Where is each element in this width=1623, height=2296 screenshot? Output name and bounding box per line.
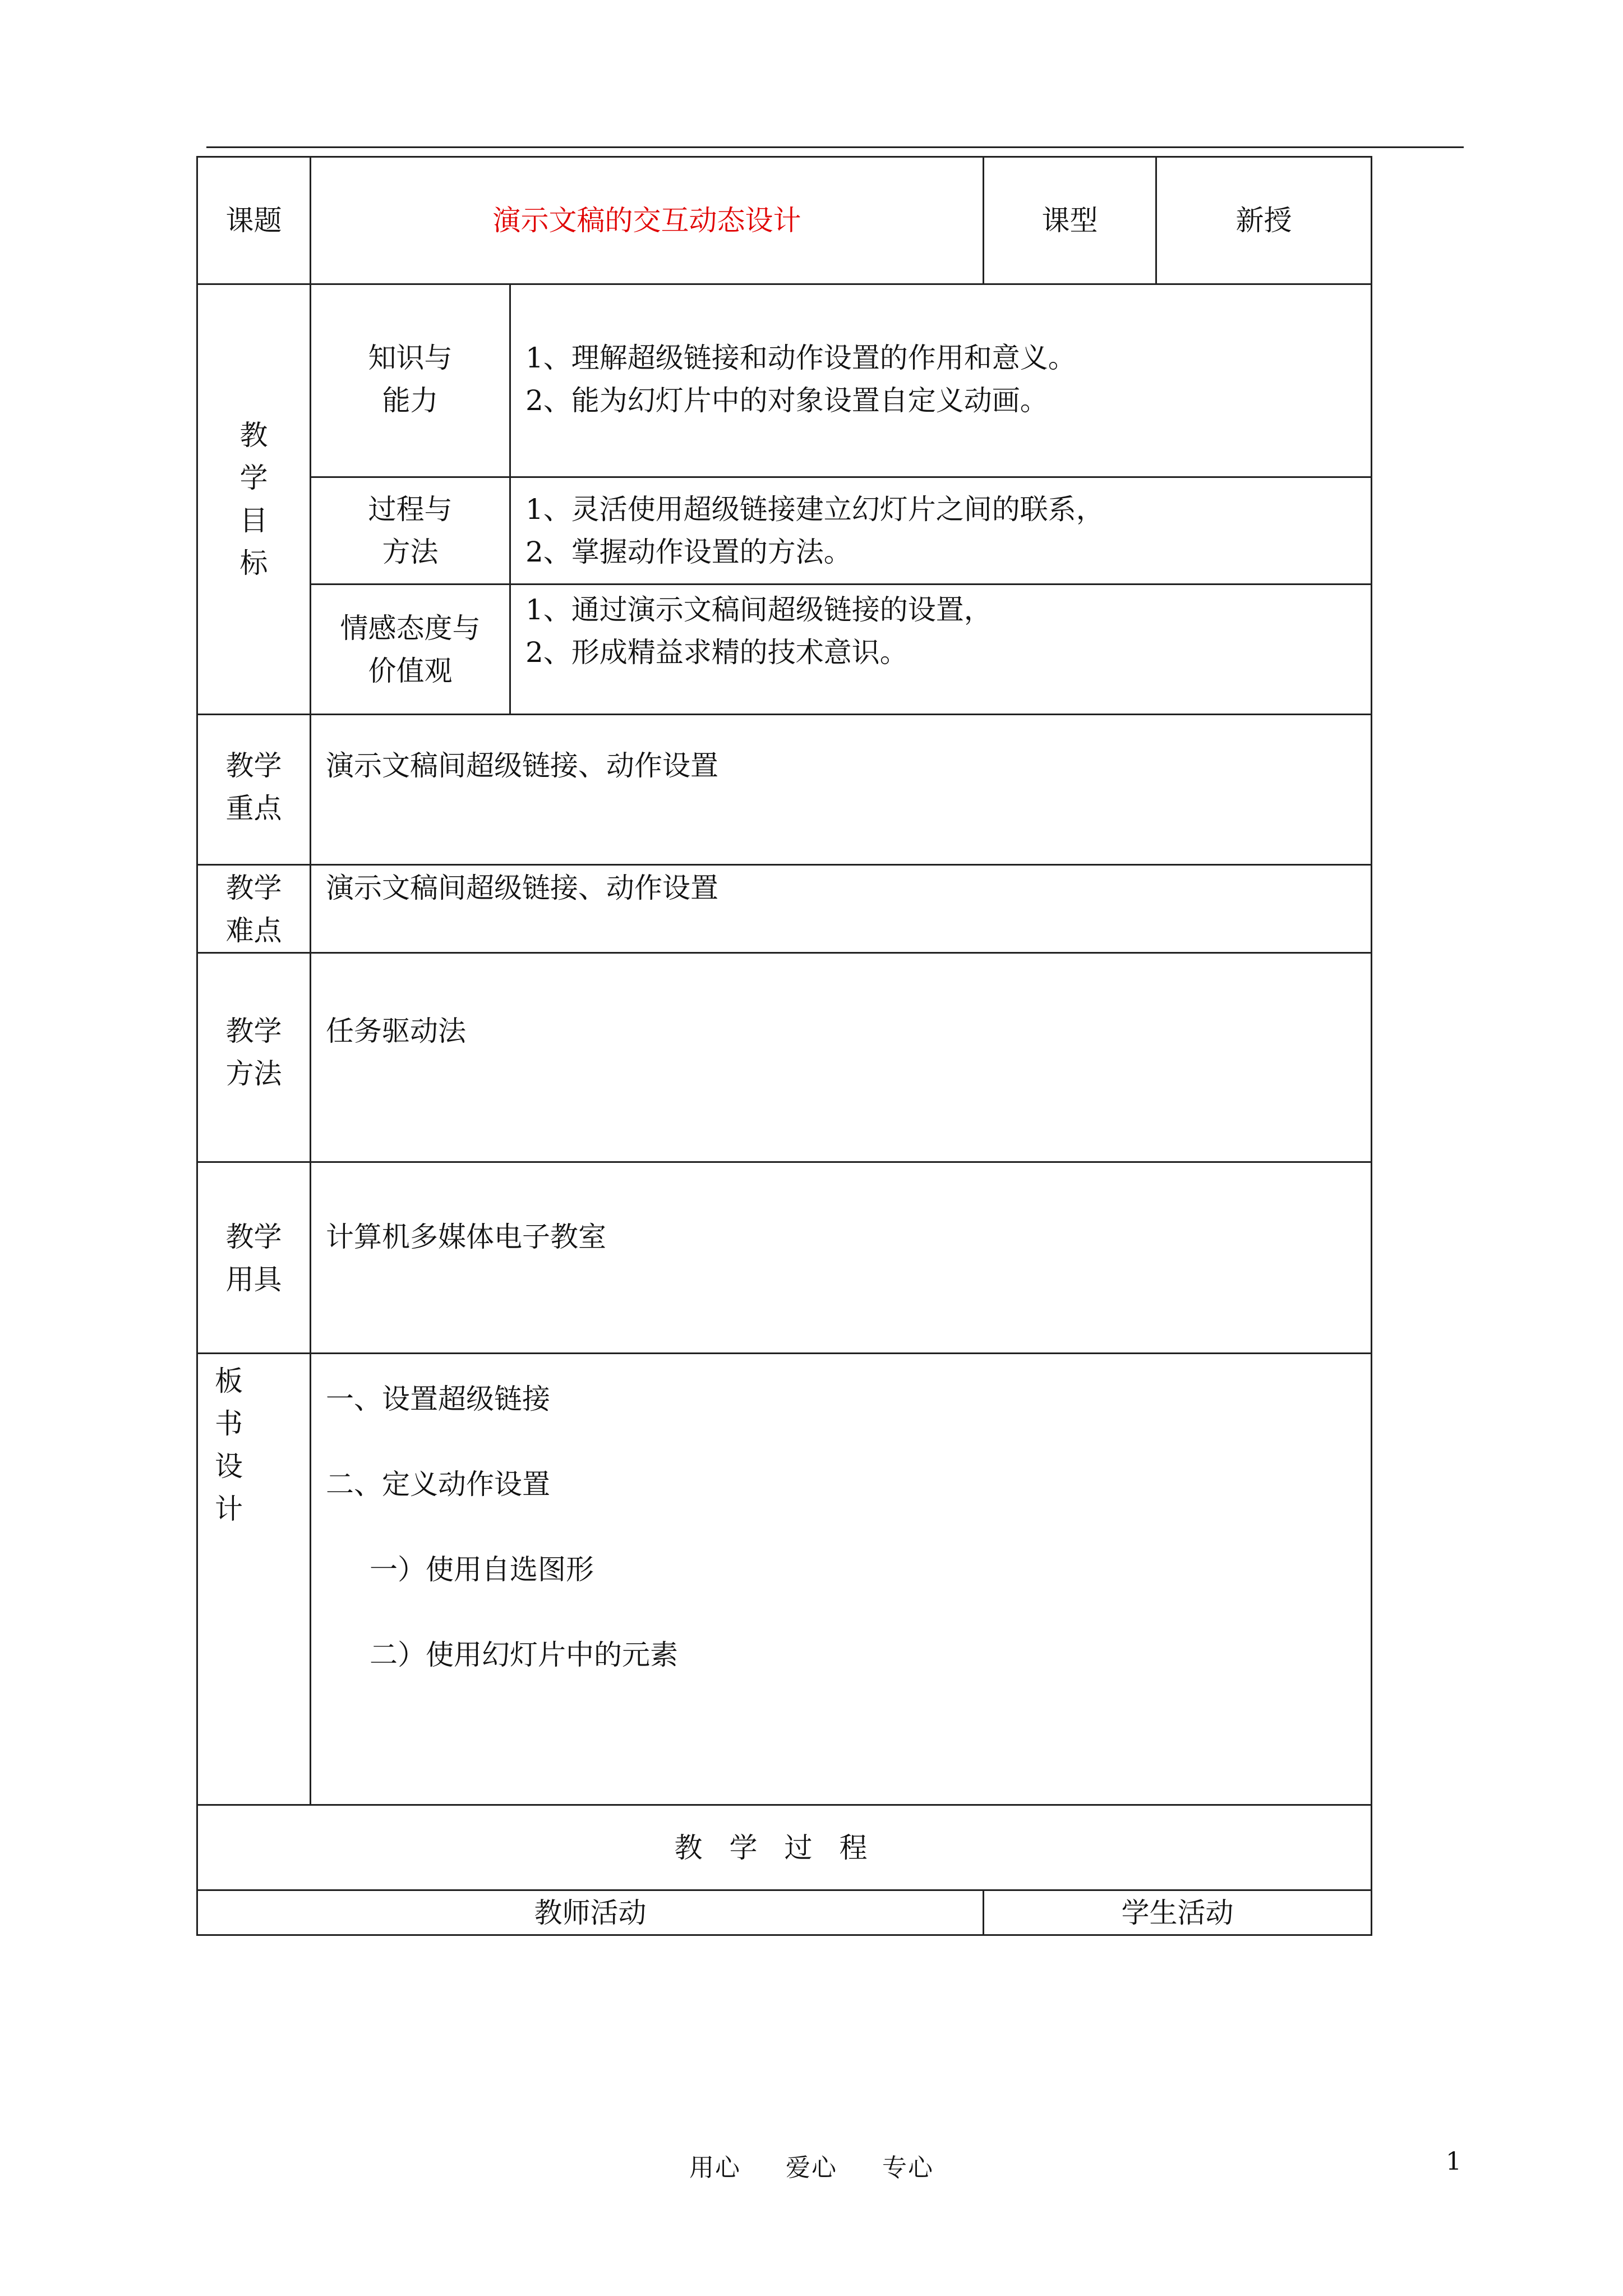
objective-row-knowledge xyxy=(197,284,1372,477)
page-number: 1 xyxy=(1446,2147,1461,2176)
teacher-activity-header: 教师活动 xyxy=(197,1890,984,1935)
key-points-value: 演示文稿间超级链接、动作设置 xyxy=(311,715,1372,865)
lesson-plan-table xyxy=(196,156,1372,1936)
header-rule xyxy=(206,146,1464,148)
process-title: 教学过程 xyxy=(197,1805,1372,1890)
tools-value: 计算机多媒体电子教室 xyxy=(311,1162,1372,1354)
tools-label: 教学 用具 xyxy=(197,1162,311,1354)
subject-label: 课题 xyxy=(197,157,311,284)
objective-items-attitude: 1、通过演示文稿间超级链接的设置， 2、形成精益求精的技术意识。 xyxy=(510,585,1372,715)
difficult-points-value: 演示文稿间超级链接、动作设置 xyxy=(311,865,1372,953)
objectives-label: 教 学 目 标 xyxy=(197,284,311,715)
method-row xyxy=(197,953,1372,1162)
objective-label-knowledge: 知识与 能力 xyxy=(311,284,510,477)
footer-slogan: 用心 爱心 专心 xyxy=(689,2154,934,2182)
objective-label-process: 过程与 方法 xyxy=(311,477,510,585)
header-row xyxy=(197,157,1372,284)
method-value: 任务驱动法 xyxy=(311,953,1372,1162)
objective-row-attitude xyxy=(197,585,1372,715)
lesson-type-value: 新授 xyxy=(1156,157,1372,284)
difficult-points-label: 教学 难点 xyxy=(197,865,311,953)
difficult-points-row xyxy=(197,865,1372,953)
board-design-label: 板 书 设 计 xyxy=(197,1354,311,1805)
lesson-title: 演示文稿的交互动态设计 xyxy=(311,157,984,284)
objective-items-knowledge: 1、理解超级链接和动作设置的作用和意义。 2、能为幻灯片中的对象设置自定义动画。 xyxy=(510,284,1372,477)
objective-label-attitude: 情感态度与 价值观 xyxy=(311,585,510,715)
method-label: 教学 方法 xyxy=(197,953,311,1162)
board-design-content: 一、设置超级链接 二、定义动作设置 一）使用自选图形 二）使用幻灯片中的元素 xyxy=(311,1354,1372,1805)
process-columns-row xyxy=(197,1890,1372,1935)
lesson-plan-page xyxy=(196,156,1371,1936)
student-activity-header: 学生活动 xyxy=(984,1890,1372,1935)
key-points-label: 教学 重点 xyxy=(197,715,311,865)
board-design-row xyxy=(197,1354,1372,1805)
tools-row xyxy=(197,1162,1372,1354)
process-title-row xyxy=(197,1805,1372,1890)
key-points-row xyxy=(197,715,1372,865)
objective-items-process: 1、灵活使用超级链接建立幻灯片之间的联系， 2、掌握动作设置的方法。 xyxy=(510,477,1372,585)
objective-row-process xyxy=(197,477,1372,585)
lesson-type-label: 课型 xyxy=(984,157,1156,284)
